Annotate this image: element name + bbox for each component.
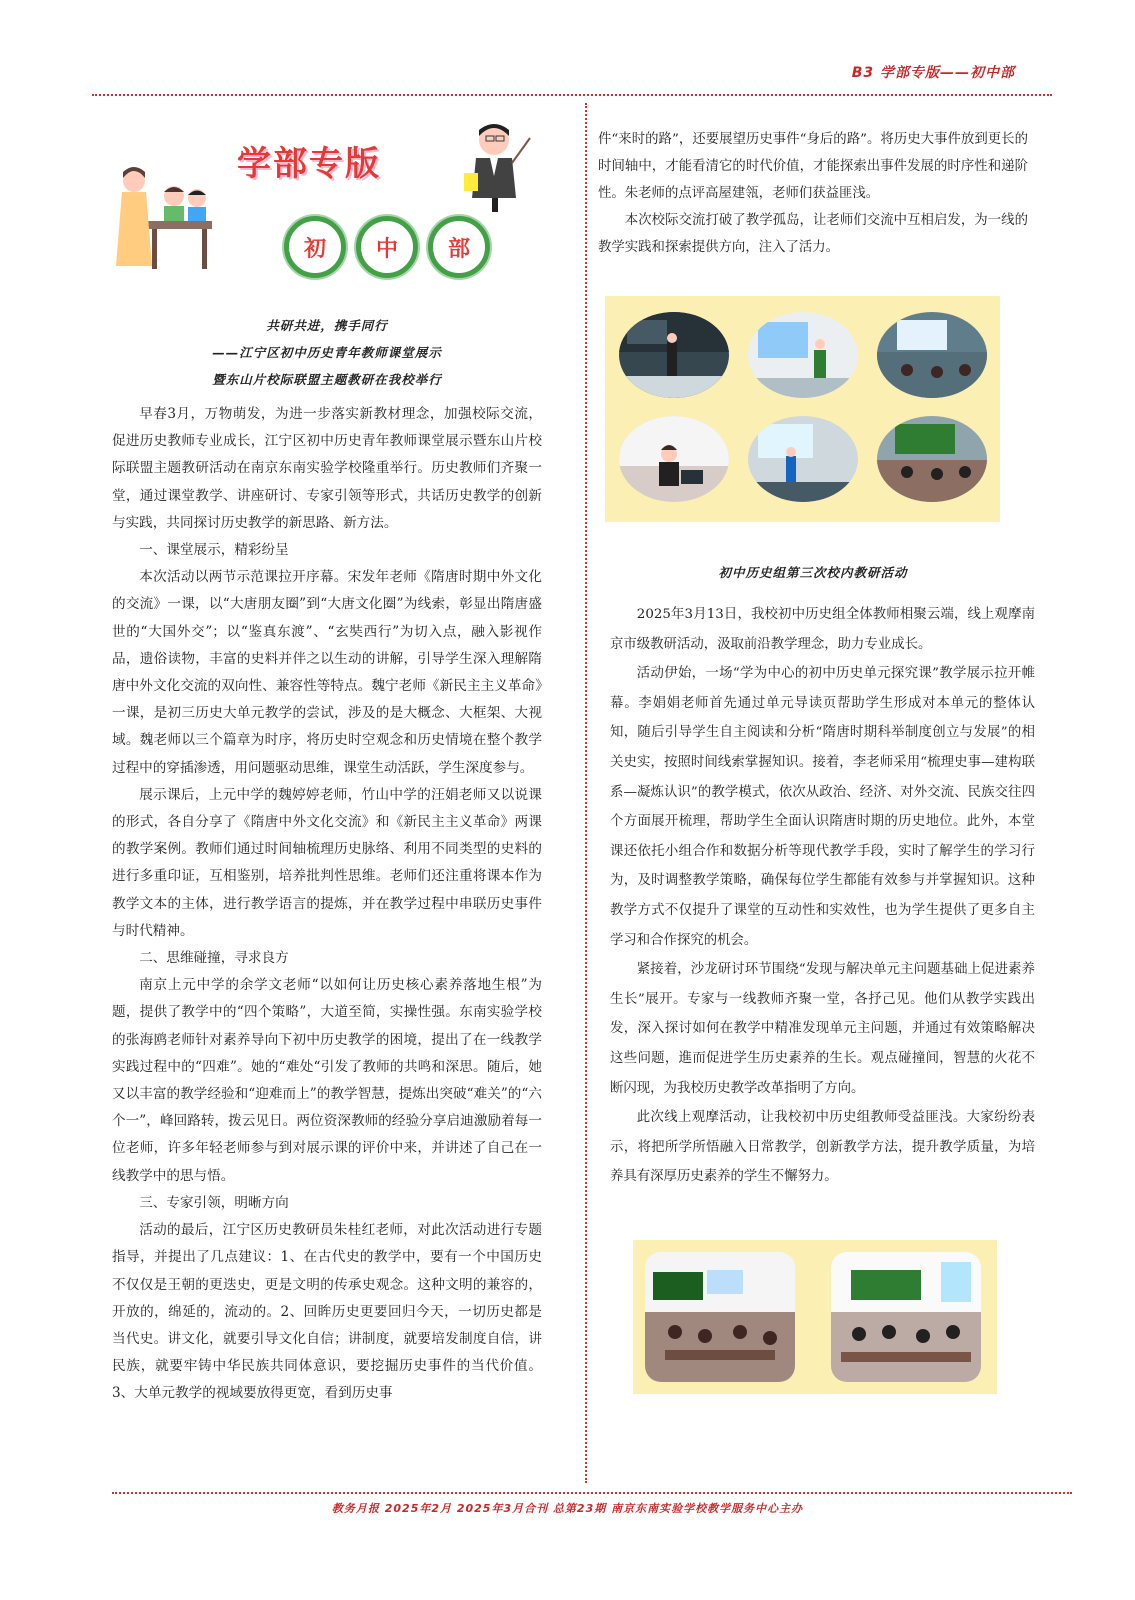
section-tag: B3 学部专版——初中部 <box>851 65 1015 81</box>
top-divider <box>92 94 1052 96</box>
article-title-line-3: 暨东山片校际联盟主题教研在我校举行 <box>212 372 442 387</box>
photo-collage <box>605 296 1000 522</box>
article-paragraph: 2025年3月13日，我校初中历史组全体教师相聚云端，线上观摩南京市级教研活动，汲取前沿教学理念，助力专业成长。 <box>610 607 1035 652</box>
article-continuation <box>598 126 1028 261</box>
photo-pair <box>633 1240 997 1394</box>
article-title-line-2: ——江宁区初中历史青年教师课堂展示 <box>212 345 442 360</box>
teacher-pointer-illustration <box>462 118 532 213</box>
article-paragraph: 早春3月，万物萌发，为进一步落实新教材理念，加强校际交流，促进历史教师专业成长，江宁区初中历史青年教师课堂展示暨东山片校际联盟主题教研活动在南京东南实验学校隆重举行。历史教师们齐聚一堂，通过课堂教学、讲座研讨、专家引领等形式，共话历史教学的创新与实践，共同探讨历史教学的新思路、新方法。 <box>112 406 542 531</box>
article-paragraph: 活动的最后，江宁区历史教研员朱桂红老师，对此次活动进行专题指导，并提出了几点建议：1、在古代史的教学中，要有一个中国历史不仅仅是王朝的更迭史，更是文明的传承史观念。这种文明的兼容的，开放的，绵延的，流动的。2、回眸历史更要回归今天，一切历史都是当代史。讲文化，就要引导文化自信；讲制度，就要培发制度自信，讲民族，就要牢铸中华民族共同体意识，要挖掘历史事件的当代价值。3、大单元教学的视域要放得更宽，看到历史事 <box>112 1222 542 1402</box>
circle-char-3: 部 <box>428 216 490 278</box>
classroom-photo <box>748 416 858 502</box>
article-main <box>112 312 542 1408</box>
banner-title: 学部专版 <box>237 144 381 184</box>
article-title-line-1: 共研共进，携手同行 <box>266 318 388 333</box>
banner <box>112 118 542 283</box>
article-paragraph: 本次活动以两节示范课拉开序幕。宋发年老师《隋唐时期中外文化的交流》一课，以“大唐朋友圈”到“大唐文化圈”为线索，彰显出隋唐盛世的“大国外交”；以“鉴真东渡”、“玄奘西行”为切入点，融入影视作品，遗俗读物，丰富的史料并伴之以生动的讲解，引导学生深入理解隋唐中外文化交流的双向性、兼容性等特点。魏宁老师《新民主主义革命》一课，是初三历史大单元教学的尝试，涉及的是大概念、大框架、大视域。魏老师以三个篇章为时序，将历史时空观念和历史情境在整个教学过程中的穿插渗透，用问题驱动思维，课堂生动活跃，学生深度参与。 <box>112 569 542 776</box>
article-paragraph: 紧接着，沙龙研讨环节围绕“发现与解决单元主问题基础上促进素养生长”展开。专家与一线教师齐聚一堂，各抒己见。他们从教学实践出发，深入探讨如何在教学中精准发现单元主问题，并通过有效策略解决这些问题，進而促进学生历史素养的生长。观点碰撞间，智慧的火花不断闪现，为我校历史教学改革指明了方向。 <box>610 962 1035 1096</box>
classroom-photo <box>619 312 729 398</box>
meeting-photo <box>831 1252 981 1382</box>
classroom-photo <box>619 416 729 502</box>
section-heading: 二、思维碰撞，寻求良方 <box>139 950 289 967</box>
article2-title: 初中历史组第三次校内教研活动 <box>718 565 908 580</box>
section-heading: 一、课堂展示，精彩纷呈 <box>139 542 289 559</box>
section-heading: 三、专家引领，明晰方向 <box>139 1194 289 1211</box>
article-paragraph: 展示课后，上元中学的魏婷婷老师，竹山中学的汪娟老师又以说课的形式，各自分享了《隋唐中外文化交流》和《新民主主义革命》两课的教学案例。教师们通过时间轴梳理历史脉络、利用不同类型的史料的进行多重印证，互相鉴别，培养批判性思维。老师们还注重将课本作为教学文本的主体，进行教学语言的提炼，并在教学过程中串联历史事件与时代精神。 <box>112 786 542 939</box>
circle-row <box>284 216 490 278</box>
classroom-photo <box>877 416 987 502</box>
footer-text: 教务月报 2025年2月 2025年3月合刊 总第23期 南京东南实验学校教学服务中心主办 <box>331 1502 804 1515</box>
article-paragraph: 活动伊始，一场“学为中心的初中历史单元探究课”教学展示拉开帷幕。李娟娟老师首先通过单元导读页帮助学生形成对本单元的整体认知，随后引导学生自主阅读和分析“隋唐时期科举制度创立与发展”的相关史实，按照时间线索掌握知识。接着，李老师采用“梳理史事—建构联系—凝炼认识”的教学模式，依次从政治、经济、对外交流、民族交往四个方面展开梳理，帮助学生全面认识隋唐时期的历史地位。此外，本堂课还依托小组合作和数据分析等现代教学手段，实时了解学生的学习行为，及时调整教学策略，确保每位学生都能有效参与并掌握知识。这种教学方式不仅提升了课堂的互动性和实效性，也为学生提供了更多自主学习和合作探究的机会。 <box>610 666 1035 948</box>
article-paragraph: 本次校际交流打破了教学孤岛，让老师们交流中互相启发，为一线的教学实践和探索提供方向，注入了活力。 <box>598 213 1028 255</box>
article-secondary <box>610 600 1035 1192</box>
column-divider <box>585 103 587 1483</box>
article-paragraph: 此次线上观摩活动，让我校初中历史组教师受益匪浅。大家纷纷表示，将把所学所悟融入日常教学，创新教学方法，提升教学质量，为培养具有深厚历史素养的学生不懈努力。 <box>610 1110 1035 1185</box>
circle-char-2: 中 <box>356 216 418 278</box>
classroom-photo <box>748 312 858 398</box>
article-title <box>112 312 542 393</box>
bottom-divider <box>112 1492 1072 1494</box>
classroom-photo <box>877 312 987 398</box>
meeting-photo <box>645 1252 795 1382</box>
article-paragraph: 件“来时的路”，还要展望历史事件“身后的路”。将历史大事件放到更长的时间轴中，才能看清它的时代价值，才能探索出事件发展的时序性和递阶性。朱老师的点评高屋建瓴，老师们获益匪浅。 <box>598 132 1028 201</box>
article-paragraph: 南京上元中学的余学文老师“以如何让历史核心素养落地生根”为题，提供了教学中的“四个策略”，大道至简，实操性强。东南实验学校的张海鸥老师针对素养导向下初中历史教学的困境，提出了在一线教学实践过程中的“四难”。她的“难处“引发了教师的共鸣和深思。随后，她又以丰富的教学经验和“迎难而上”的教学智慧，提炼出突破“难关”的“六个一”，峰回路转，拨云见日。两位资深教师的经验分享启迪激励着每一位老师，许多年轻老师参与到对展示课的评价中来，并讲述了自己在一线教学中的思与悟。 <box>112 977 542 1184</box>
teacher-illustration <box>112 126 217 276</box>
circle-char-1: 初 <box>284 216 346 278</box>
